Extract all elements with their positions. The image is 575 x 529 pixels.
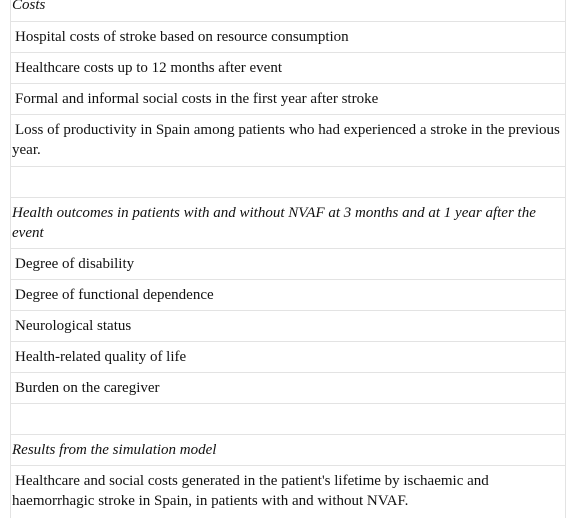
table-row: [11, 342, 565, 373]
table-row: [11, 249, 565, 280]
outcomes-table: [10, 0, 566, 518]
table-row: [11, 373, 565, 404]
table-row: [11, 53, 565, 84]
section-heading-results: [11, 435, 565, 466]
table-row: [11, 280, 565, 311]
row-text: Formal and informal social costs in the first year after stroke: [15, 91, 379, 107]
table-row: [11, 115, 565, 167]
row-text: Loss of productivity in Spain among patients who had experienced a stroke in the previous year.: [12, 122, 560, 158]
row-text: Neurological status: [15, 318, 132, 334]
section-heading-text: Results from the simulation model: [12, 442, 217, 458]
row-text: Burden on the caregiver: [15, 380, 160, 396]
spacer-row: [11, 404, 565, 435]
section-heading-text: Health outcomes in patients with and without NVAF at 3 months and at 1 year after the event: [12, 205, 536, 241]
table-row: [11, 22, 565, 53]
section-heading-text: Costs: [12, 0, 46, 13]
section-heading-costs: [11, 0, 565, 22]
table-row: [11, 84, 565, 115]
spacer-row: [11, 167, 565, 198]
row-text: Degree of disability: [15, 256, 135, 272]
table-row: [11, 466, 565, 518]
row-text: Degree of functional dependence: [15, 287, 214, 303]
row-text: Hospital costs of stroke based on resource consumption: [15, 29, 349, 45]
section-heading-health-outcomes: [11, 198, 565, 249]
row-text: Healthcare costs up to 12 months after event: [15, 60, 282, 76]
row-text: Health-related quality of life: [15, 349, 187, 365]
row-text: Healthcare and social costs generated in the patient's lifetime by ischaemic and haemorrhagic stroke in Spain, in patients with and without NVAF.: [12, 473, 489, 509]
table-row: [11, 311, 565, 342]
